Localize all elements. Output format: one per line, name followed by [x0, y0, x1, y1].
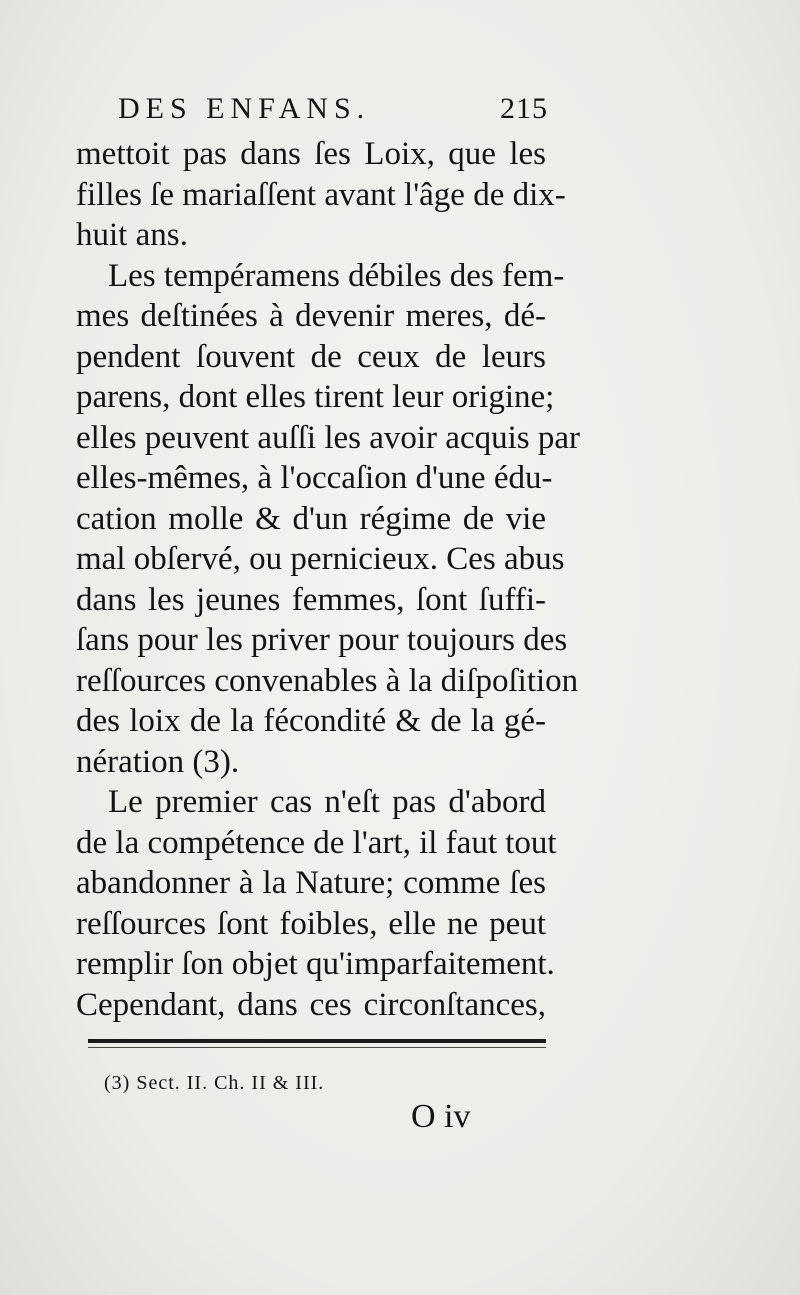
text-line: Cependant, dans ces circonſtances, — [76, 986, 546, 1023]
page-number: 215 — [500, 92, 548, 125]
text-line: mal obſervé, ou pernicieux. Ces abus — [76, 541, 565, 577]
text-line: huit ans. — [76, 217, 188, 253]
text-line: filles ſe mariaſſent avant l'âge de dix- — [76, 176, 566, 213]
text-line: remplir ſon objet qu'imparfaitement. — [76, 946, 555, 982]
signature-mark: O iv — [411, 1098, 471, 1135]
text-line: elles-mêmes, à l'occaſion d'une édu- — [76, 460, 553, 496]
text-line: des loix de la fécondité & de la gé- — [76, 703, 546, 739]
text-line: mes deſtinées à devenir meres, dé- — [76, 298, 546, 334]
text-line: Les tempéramens débiles des fem- — [108, 257, 565, 294]
text-line: mettoit pas dans ſes Loix, que les — [76, 136, 546, 172]
text-line: nération (3). — [76, 743, 240, 780]
running-title: DES ENFANS. — [118, 92, 371, 125]
footnote-rule — [88, 1039, 546, 1043]
text-line: reſſources ſont foibles, elle ne peut — [76, 905, 546, 942]
text-line: parens, dont elles tirent leur origine; — [76, 379, 555, 415]
page-header — [118, 92, 548, 132]
text-line: ſans pour les priver pour toujours des — [76, 622, 568, 658]
text-line: dans les jeunes femmes, ſont ſuffi- — [76, 581, 546, 618]
body-text — [76, 134, 580, 1025]
footnote-rule-thin — [88, 1047, 546, 1048]
text-line: elles peuvent auſſi les avoir acquis par — [76, 419, 580, 456]
text-line: cation molle & d'un régime de vie — [76, 500, 546, 537]
text-line: de la compétence de l'art, il faut tout — [76, 824, 557, 861]
footnote: (3) Sect. II. Ch. II & III. — [104, 1072, 325, 1094]
text-line: pendent ſouvent de ceux de leurs — [76, 338, 546, 375]
text-line: reſſources convenables à la diſpoſition — [76, 662, 579, 699]
text-line: Le premier cas n'eſt pas d'abord — [108, 784, 546, 820]
text-line: abandonner à la Nature; comme ſes — [76, 865, 546, 901]
